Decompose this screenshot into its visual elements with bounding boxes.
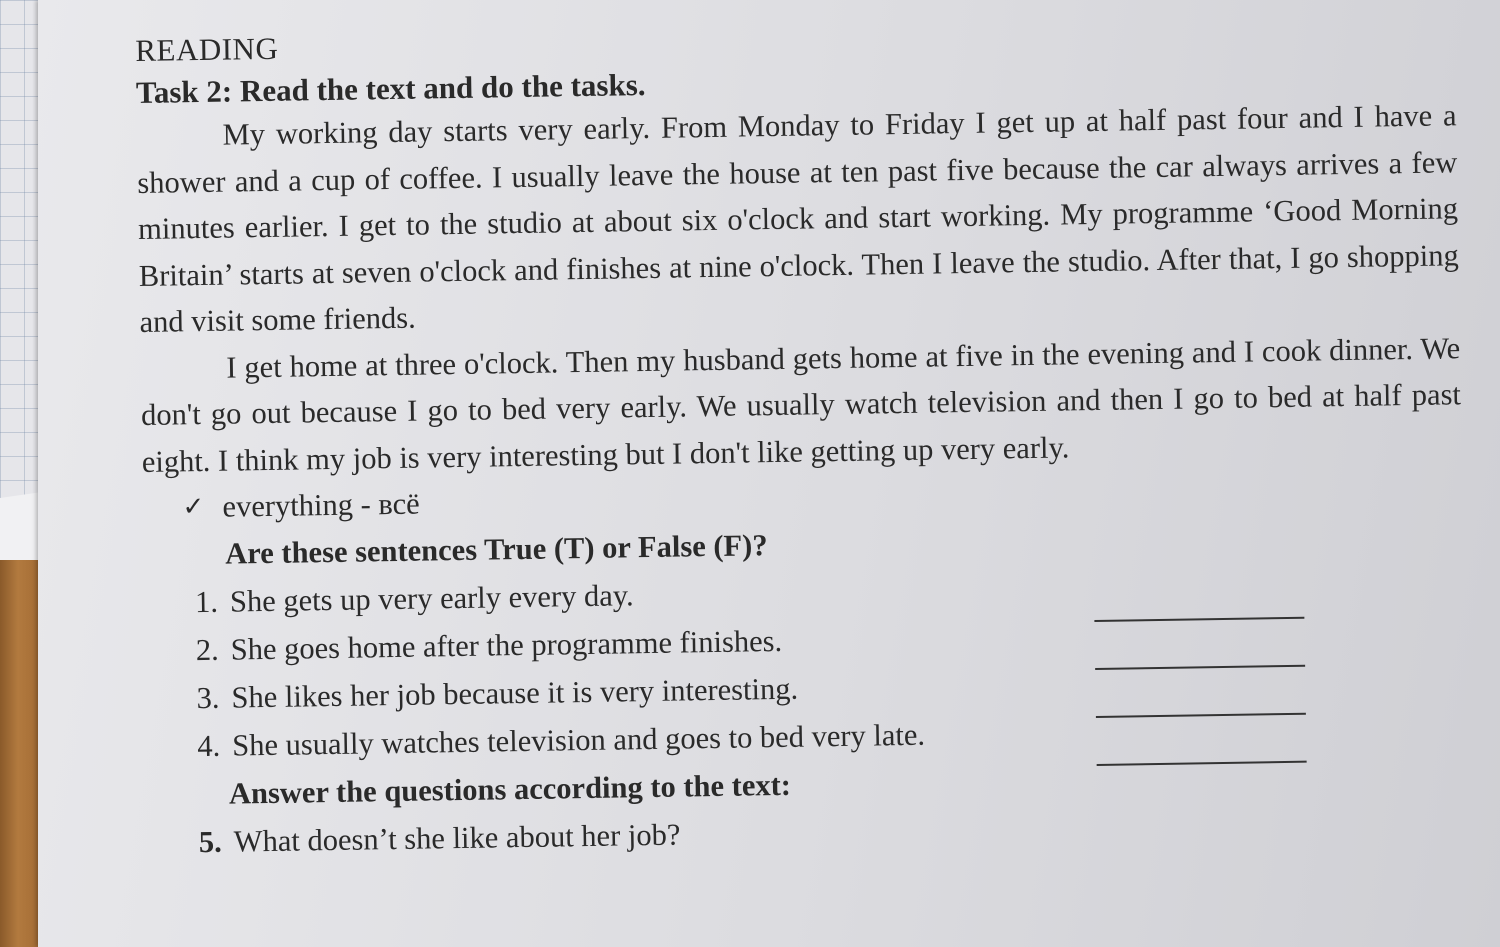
true-false-list [144, 558, 1467, 771]
item-number: 4. [197, 728, 221, 764]
checkmark-icon: ✓ [182, 491, 205, 523]
wooden-table-edge [0, 560, 40, 947]
vocabulary-text: everything - всё [222, 486, 420, 524]
question-number: 5. [198, 824, 223, 860]
reading-paragraph-2: I get home at three o'clock. Then my husband gets home at five in the evening and I cook dinner. We don't go out because I go to bed very early. We usually watch television and then I go to bed at half past eight. I think my job is very interesting but I don't like getting up very early. [140, 330, 1462, 479]
item-text: She likes her job because it is very interesting. [231, 671, 799, 715]
question-text: What doesn’t she like about her job? [233, 817, 681, 859]
questions-title: Answer the questions according to the text: [228, 767, 792, 811]
task-title: Task 2: Read the text and do the tasks. [135, 66, 646, 110]
item-number: 1. [194, 584, 219, 620]
true-false-title: Are these sentences True (T) or False (F)? [224, 528, 768, 571]
item-number: 2. [195, 632, 220, 668]
section-heading: READING [135, 30, 279, 68]
item-text: She goes home after the programme finishes. [230, 623, 783, 667]
item-text: She usually watches television and goes to bed very late. [231, 717, 926, 763]
worksheet-content [135, 9, 1468, 867]
item-number: 3. [196, 680, 220, 716]
item-text: She gets up very early every day. [229, 578, 634, 619]
reading-paragraph-1: My working day starts very early. From Monday to Friday I get up at half past four and I have a shower and a cup of coffee. I usually leave the house at ten past five because the car always arrives a few minutes earlier. I get to the studio at about six o'clock and start working. My programme ‘Good Morning Britain’ starts at seven o'clock and finishes at nine o'clock. Then I leave the studio. After that, I go shopping and visit some friends. [137, 98, 1459, 339]
